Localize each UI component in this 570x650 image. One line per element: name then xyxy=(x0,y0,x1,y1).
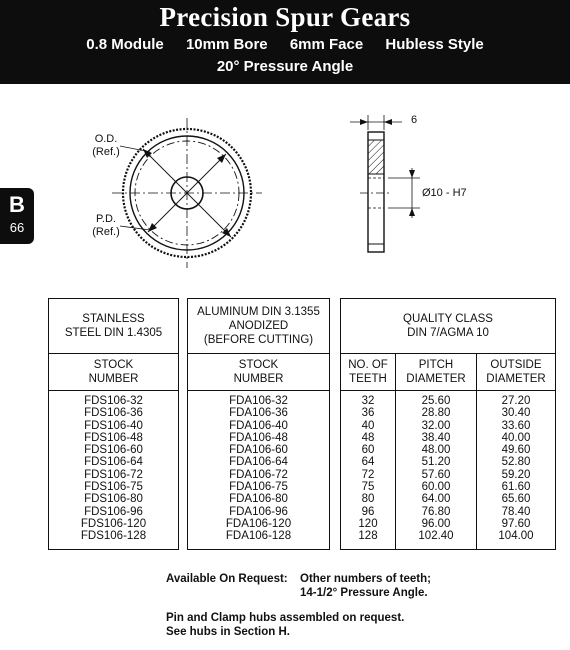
teeth-column xyxy=(341,391,396,549)
aluminum-header: ALUMINUM DIN 3.1355 ANODIZED (BEFORE CUTTING) xyxy=(188,299,329,354)
table-cell: 33.60 xyxy=(501,419,531,432)
table-cell: 65.60 xyxy=(501,493,531,506)
od-label: O.D. (Ref.) xyxy=(92,133,120,158)
table-cell: 120 xyxy=(358,517,378,530)
header-banner xyxy=(0,0,570,84)
table-cell: 104.00 xyxy=(498,530,534,543)
gear-hatched-section xyxy=(368,140,384,174)
gear-front-view xyxy=(112,118,262,268)
table-row: FDS106-96 xyxy=(84,505,143,518)
table-cell: 40 xyxy=(361,419,375,432)
table-row: FDS106-48 xyxy=(84,431,143,444)
table-row: FDA106-32 xyxy=(229,395,288,407)
hubs-note-1: Pin and Clamp hubs assembled on request. xyxy=(166,612,405,624)
bore-dimension: Ø10 - H7 xyxy=(422,187,467,199)
table-cell: 25.60 xyxy=(421,395,451,407)
stainless-rows xyxy=(49,391,178,543)
table-row: FDA106-72 xyxy=(229,468,288,481)
table-row: FDS106-72 xyxy=(84,468,143,481)
spec-line xyxy=(0,36,570,53)
table-row: FDS106-40 xyxy=(84,419,143,432)
table-cell: 28.80 xyxy=(421,407,451,420)
table-row: FDS106-32 xyxy=(84,395,143,407)
outside-column xyxy=(477,391,555,549)
table-cell: 64.00 xyxy=(421,493,451,506)
arrow-icon xyxy=(409,170,415,178)
table-cell: 97.60 xyxy=(501,517,531,530)
section-letter: B xyxy=(9,192,25,217)
table-cell: 76.80 xyxy=(421,505,451,518)
stainless-header: STAINLESS STEEL DIN 1.4305 xyxy=(49,299,178,354)
gear-drawing xyxy=(0,90,570,280)
table-cell: 75 xyxy=(361,481,375,494)
outside-col-header: OUTSIDE DIAMETER xyxy=(486,359,546,385)
page-number: 66 xyxy=(9,220,25,235)
stainless-table xyxy=(48,298,179,550)
table-row: FDS106-60 xyxy=(84,444,143,457)
table-cell: 128 xyxy=(358,530,378,543)
page-title: Precision Spur Gears xyxy=(159,2,411,32)
table-cell: 96.00 xyxy=(421,517,451,530)
available-label: Available On Request: xyxy=(166,573,288,585)
table-cell: 32 xyxy=(361,395,375,407)
arrow-icon xyxy=(360,119,368,125)
table-row: FDS106-75 xyxy=(84,481,143,494)
table-cell: 30.40 xyxy=(501,407,531,420)
table-row: FDS106-120 xyxy=(80,517,147,530)
table-cell: 59.20 xyxy=(501,468,531,481)
aluminum-col-header: STOCK NUMBER xyxy=(188,354,329,391)
table-cell: 48.00 xyxy=(421,444,451,457)
table-cell: 102.40 xyxy=(418,530,454,543)
table-row: FDA106-96 xyxy=(229,505,288,518)
spec-bore: 10mm Bore xyxy=(185,36,268,53)
table-cell: 38.40 xyxy=(421,431,451,444)
spec-style: Hubless Style xyxy=(385,36,484,53)
arrow-icon xyxy=(409,208,415,216)
aluminum-rows xyxy=(188,391,329,543)
table-cell: 36 xyxy=(361,407,375,420)
table-cell: 61.60 xyxy=(501,481,531,494)
table-row: FDA106-64 xyxy=(229,456,288,469)
table-cell: 27.20 xyxy=(501,395,531,407)
stainless-col-header: STOCK NUMBER xyxy=(49,354,178,391)
teeth-col-header: NO. OF TEETH xyxy=(341,354,396,390)
table-cell: 49.60 xyxy=(501,444,531,457)
pressure-angle: 20° Pressure Angle xyxy=(216,58,354,75)
od-leader xyxy=(120,146,150,152)
table-row: FDA106-75 xyxy=(229,481,288,494)
aluminum-table xyxy=(187,298,330,550)
table-row: FDS106-128 xyxy=(80,530,147,543)
table-cell: 52.80 xyxy=(501,456,531,469)
quality-header: QUALITY CLASS DIN 7/AGMA 10 xyxy=(341,299,555,354)
table-cell: 40.00 xyxy=(501,431,531,444)
pitch-col-header: PITCH DIAMETER xyxy=(396,354,477,390)
table-row: FDA106-60 xyxy=(229,444,288,457)
table-cell: 51.20 xyxy=(421,456,451,469)
hubs-note-2: See hubs in Section H. xyxy=(166,626,290,638)
table-cell: 80 xyxy=(361,493,375,506)
table-cell: 32.00 xyxy=(421,419,451,432)
gear-side-view xyxy=(350,115,420,252)
table-cell: 60 xyxy=(361,444,375,457)
face-dimension: 6 xyxy=(410,114,418,126)
table-row: FDA106-40 xyxy=(229,419,288,432)
arrow-icon xyxy=(384,119,392,125)
quality-col-headers xyxy=(341,354,555,391)
pd-label: P.D. (Ref.) xyxy=(92,213,120,238)
table-cell: 60.00 xyxy=(421,481,451,494)
table-cell: 57.60 xyxy=(421,468,451,481)
table-row: FDS106-64 xyxy=(84,456,143,469)
table-cell: 72 xyxy=(361,468,375,481)
quality-table xyxy=(340,298,556,550)
table-row: FDA106-80 xyxy=(229,493,288,506)
table-cell: 78.40 xyxy=(501,505,531,518)
table-row: FDA106-120 xyxy=(225,517,292,530)
available-text-1: Other numbers of teeth; xyxy=(300,573,431,585)
table-cell: 48 xyxy=(361,431,375,444)
table-cell: 64 xyxy=(361,456,375,469)
spec-face: 6mm Face xyxy=(289,36,364,53)
table-row: FDS106-36 xyxy=(84,407,143,420)
pitch-column xyxy=(396,391,477,549)
table-row: FDS106-80 xyxy=(84,493,143,506)
spec-module: 0.8 Module xyxy=(86,36,164,53)
table-row: FDA106-36 xyxy=(229,407,288,420)
quality-body xyxy=(341,391,555,549)
table-row: FDA106-128 xyxy=(225,530,292,543)
table-row: FDA106-48 xyxy=(229,431,288,444)
available-text-2: 14-1/2° Pressure Angle. xyxy=(300,587,428,599)
table-cell: 96 xyxy=(361,505,375,518)
